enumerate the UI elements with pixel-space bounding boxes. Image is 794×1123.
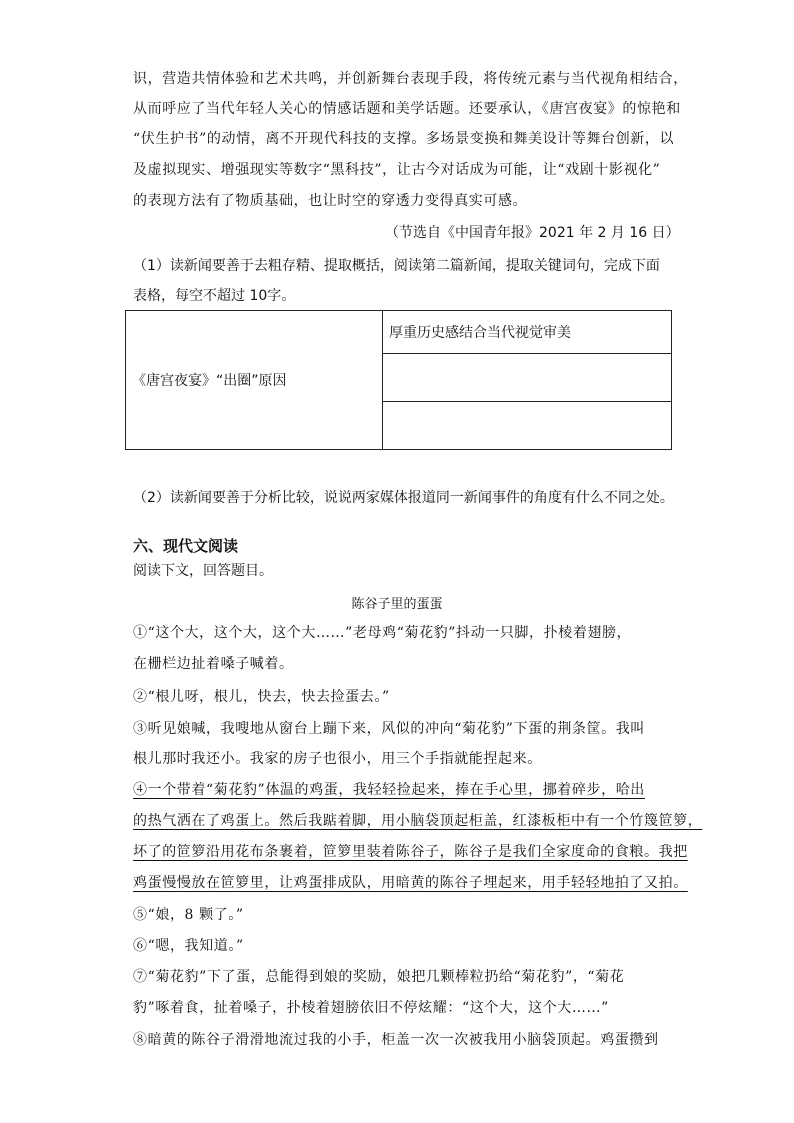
passage-line: “伏生护书”的动情，离不开现代科技的支撑。多场景变换和舞美设计等舞台创新，以	[133, 131, 675, 147]
source-citation: （节选自《中国青年报》2021 年 2 月 16 日）	[385, 225, 680, 241]
answer-table	[125, 310, 672, 450]
table-cell-answer[interactable]	[383, 402, 672, 450]
passage-line: 从而呼应了当代年轻人关心的情感话题和美学话题。还要承认，《唐宫夜宴》的惊艳和	[133, 101, 681, 117]
section-heading: 六、现代文阅读	[133, 537, 239, 555]
table-cell-answer[interactable]	[383, 354, 672, 402]
underlined-paragraph-line: 坏了的笸箩沿用花布条裹着，笸箩里装着陈谷子，陈谷子是我们全家度命的食粮。我把	[133, 844, 688, 860]
paragraph-line: ⑤“娘，8 颗了。”	[133, 907, 244, 923]
paragraph-line: 在栅栏边扯着嗓子喊着。	[133, 656, 294, 672]
question-1-line: 表格，每空不超过 10字。	[133, 288, 296, 304]
paragraph-line: 豹”啄着食，扯着嗓子，扑棱着翅膀依旧不停炫耀：“这个大，这个大……”	[133, 1000, 609, 1016]
paragraph-line: ⑥“嗯，我知道。”	[133, 938, 244, 954]
underlined-paragraph-line: ④一个带着“菊花豹”体温的鸡蛋，我轻轻捡起来，捧在手心里，挪着碎步，哈出	[133, 782, 645, 798]
passage-line: 及虚拟现实、增强现实等数字“黑科技”，让古今对话成为可能，让“戏剧十影视化”	[133, 162, 661, 178]
underlined-paragraph-line: 鸡蛋慢慢放在笸箩里，让鸡蛋排成队，用暗黄的陈谷子埋起来，用手轻轻地拍了又拍。	[133, 875, 688, 891]
passage-line: 的表现方法有了物质基础，也让时空的穿透力变得真实可感。	[133, 193, 528, 209]
paragraph-line: 根儿那时我还小。我家的房子也很小，用三个手指就能捏起来。	[133, 751, 542, 767]
instruction: 阅读下文，回答题目。	[133, 563, 273, 579]
table-cell-answer[interactable]: 厚重历史感结合当代视觉审美	[383, 311, 672, 354]
paragraph-line: ⑧暗黄的陈谷子滑滑地流过我的小手，柜盖一次一次被我用小脑袋顶起。鸡蛋攒到	[133, 1032, 659, 1048]
passage-line: 识，营造共情体验和艺术共鸣，并创新舞台表现手段，将传统元素与当代视角相结合，	[133, 71, 688, 87]
paragraph-line: ③听见娘喊，我嗖地从窗台上蹦下来，风似的冲向“菊花豹”下蛋的荆条筐。我叫	[133, 721, 645, 737]
question-2: （2）读新闻要善于分析比较，说说两家媒体报道同一新闻事件的角度有什么不同之处。	[133, 490, 674, 506]
story-title: 陈谷子里的蛋蛋	[351, 597, 443, 612]
paragraph-line: ①“这个大，这个大，这个大……”老母鸡“菊花豹”抖动一只脚，扑棱着翅膀，	[133, 625, 632, 641]
paragraph-line: ⑦“菊花豹”下了蛋，总能得到娘的奖励，娘把几颗棒粒扔给“菊花豹”，“菊花	[133, 969, 625, 985]
underlined-paragraph-line: 的热气洒在了鸡蛋上。然后我踮着脚，用小脑袋顶起柜盖，红漆板柜中有一个竹篾笸箩，	[133, 813, 703, 829]
question-1-line: （1）读新闻要善于去粗存精、提取概括，阅读第二篇新闻，提取关键词句，完成下面	[133, 258, 660, 274]
table-row-header: 《唐宫夜宴》“出圈”原因	[126, 311, 383, 450]
paragraph-line: ②“根儿呀，根儿，快去，快去捡蛋去。”	[133, 689, 390, 705]
